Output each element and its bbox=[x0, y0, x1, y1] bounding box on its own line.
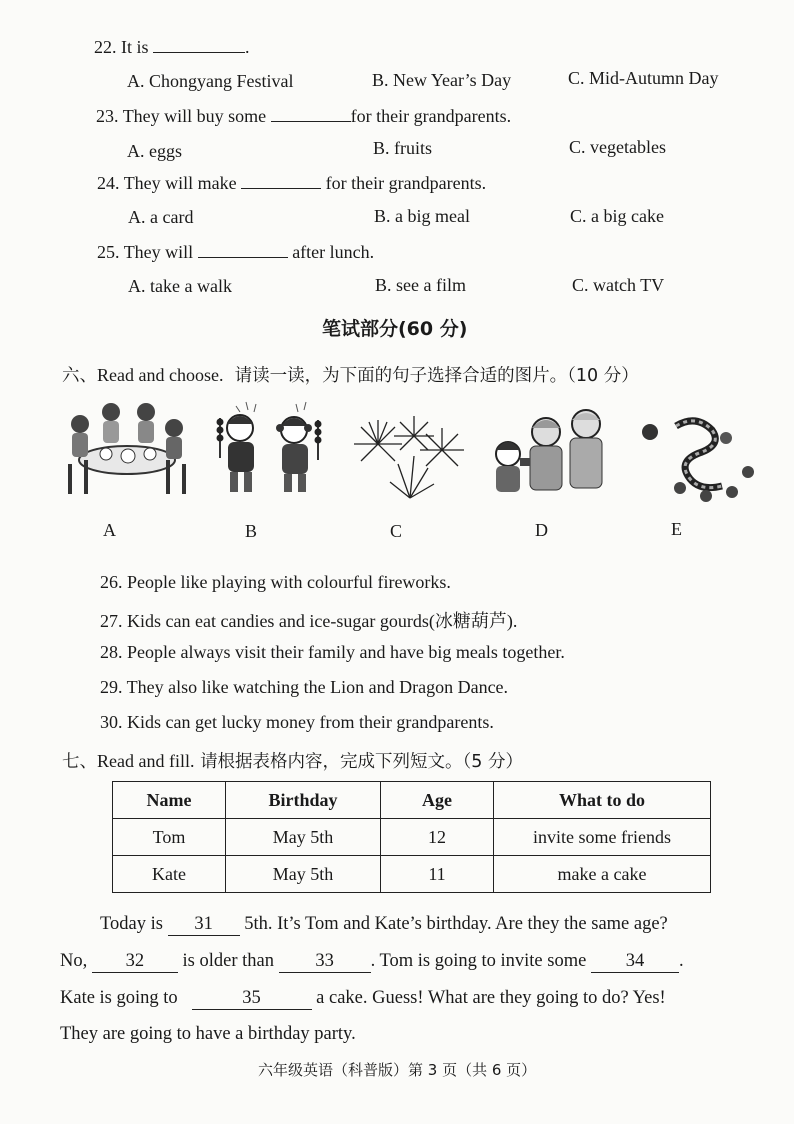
option-23-b: B. fruits bbox=[373, 138, 433, 158]
question-number: 23. bbox=[96, 106, 119, 126]
table-cell: Tom bbox=[113, 819, 226, 856]
picture-label-a: A bbox=[103, 520, 116, 540]
question-23 bbox=[96, 106, 511, 127]
option-24-a: A. a card bbox=[128, 207, 194, 227]
picture-label-b: B bbox=[245, 521, 258, 541]
passage-text: a cake. Guess! What are they going to do? Yes! bbox=[316, 988, 666, 1008]
table-cell: 12 bbox=[381, 819, 494, 856]
passage-line-3 bbox=[60, 988, 666, 1010]
grandparents-giving-money-icon bbox=[486, 404, 612, 502]
family-dinner-icon bbox=[66, 398, 188, 500]
section-instruction-cn: 请根据表格内容，完成下列短文。（5 分） bbox=[200, 752, 524, 772]
table-header: Age bbox=[381, 782, 494, 819]
question-number: 24. bbox=[97, 173, 120, 193]
blank-33[interactable]: 33 bbox=[279, 951, 371, 973]
sentence-29: 29. They also like watching the Lion and Dragon Dance. bbox=[100, 677, 509, 697]
sentence-28: 28. People always visit their family and have big meals together. bbox=[100, 642, 565, 662]
answer-blank[interactable] bbox=[241, 188, 321, 189]
table-cell: make a cake bbox=[494, 856, 711, 893]
question-number: 25. bbox=[97, 242, 120, 262]
fireworks-icon bbox=[350, 412, 468, 502]
passage-line-2 bbox=[60, 951, 684, 973]
sentence-27: 27. Kids can eat candies and ice-sugar gourds(冰糖葫芦). bbox=[100, 611, 518, 631]
sentence-26: 26. People like playing with colourful fireworks. bbox=[100, 572, 451, 592]
written-part-title: 笔试部分(60 分) bbox=[322, 318, 468, 340]
section-instruction-cn: 请读一读，为下面的句子选择合适的图片。（10 分） bbox=[234, 366, 639, 386]
table-header-row bbox=[113, 782, 711, 819]
option-24-b: B. a big meal bbox=[374, 206, 470, 226]
table-header: Birthday bbox=[226, 782, 381, 819]
picture-label-d: D bbox=[535, 520, 548, 540]
answer-blank[interactable] bbox=[198, 257, 288, 258]
question-text-end: for their grandparents. bbox=[350, 106, 512, 126]
option-23-a: A. eggs bbox=[127, 141, 182, 161]
option-24-c: C. a big cake bbox=[570, 206, 664, 226]
question-text-end: for their grandparents. bbox=[325, 173, 487, 193]
table-row bbox=[113, 819, 711, 856]
picture-label-c: C bbox=[390, 521, 403, 541]
passage-text: . bbox=[678, 951, 684, 971]
question-text-end: after lunch. bbox=[292, 242, 375, 262]
passage-line-1 bbox=[100, 914, 668, 936]
passage-text: No, bbox=[60, 951, 88, 971]
table-row bbox=[113, 856, 711, 893]
section-number: 七、 bbox=[62, 752, 97, 772]
passage-text: 5th. It’s Tom and Kate’s birthday. Are they the same age? bbox=[244, 914, 668, 934]
question-text: They will buy some bbox=[122, 106, 267, 126]
question-number: 22. bbox=[94, 37, 117, 57]
dragon-dance-icon bbox=[636, 412, 758, 504]
table-header: Name bbox=[113, 782, 226, 819]
answer-blank[interactable] bbox=[271, 121, 351, 122]
blank-34[interactable]: 34 bbox=[591, 951, 679, 973]
question-text: It is bbox=[121, 37, 149, 57]
passage-text: is older than bbox=[182, 951, 274, 971]
question-25 bbox=[97, 242, 374, 263]
table-cell: May 5th bbox=[226, 819, 381, 856]
question-24 bbox=[97, 173, 486, 194]
question-22 bbox=[94, 37, 250, 58]
passage-text: Today is bbox=[100, 914, 163, 934]
passage-line-4: They are going to have a birthday party. bbox=[60, 1024, 356, 1044]
passage-text: Kate is going to bbox=[60, 988, 178, 1008]
option-22-c: C. Mid-Autumn Day bbox=[568, 68, 719, 88]
option-22-a: A. Chongyang Festival bbox=[127, 71, 294, 91]
page-footer: 六年级英语（科普版）第 3 页（共 6 页） bbox=[258, 1061, 537, 1079]
table-header: What to do bbox=[494, 782, 711, 819]
section-instruction-en: Read and fill. bbox=[97, 751, 195, 771]
answer-blank[interactable] bbox=[153, 52, 245, 53]
kids-with-candy-gourds-icon bbox=[206, 398, 331, 500]
birthday-info-table bbox=[112, 781, 711, 893]
table-cell: May 5th bbox=[226, 856, 381, 893]
section-instruction-en: Read and choose. bbox=[97, 365, 224, 385]
blank-35[interactable]: 35 bbox=[192, 988, 312, 1010]
sentence-30: 30. Kids can get lucky money from their grandparents. bbox=[100, 712, 494, 732]
question-text: They will make bbox=[123, 173, 237, 193]
picture-label-e: E bbox=[671, 519, 682, 539]
table-cell: invite some friends bbox=[494, 819, 711, 856]
section-7-heading bbox=[62, 748, 523, 773]
question-text: They will bbox=[123, 242, 194, 262]
blank-32[interactable]: 32 bbox=[92, 951, 178, 973]
passage-text: . Tom is going to invite some bbox=[370, 951, 587, 971]
section-6-heading bbox=[62, 362, 639, 387]
blank-31[interactable]: 31 bbox=[168, 914, 240, 936]
option-25-a: A. take a walk bbox=[128, 276, 232, 296]
question-text-end: . bbox=[245, 37, 250, 57]
table-cell: Kate bbox=[113, 856, 226, 893]
option-22-b: B. New Year’s Day bbox=[372, 70, 512, 90]
option-23-c: C. vegetables bbox=[569, 137, 666, 157]
option-25-c: C. watch TV bbox=[572, 275, 665, 295]
table-cell: 11 bbox=[381, 856, 494, 893]
option-25-b: B. see a film bbox=[375, 275, 466, 295]
section-number: 六、 bbox=[62, 366, 97, 386]
